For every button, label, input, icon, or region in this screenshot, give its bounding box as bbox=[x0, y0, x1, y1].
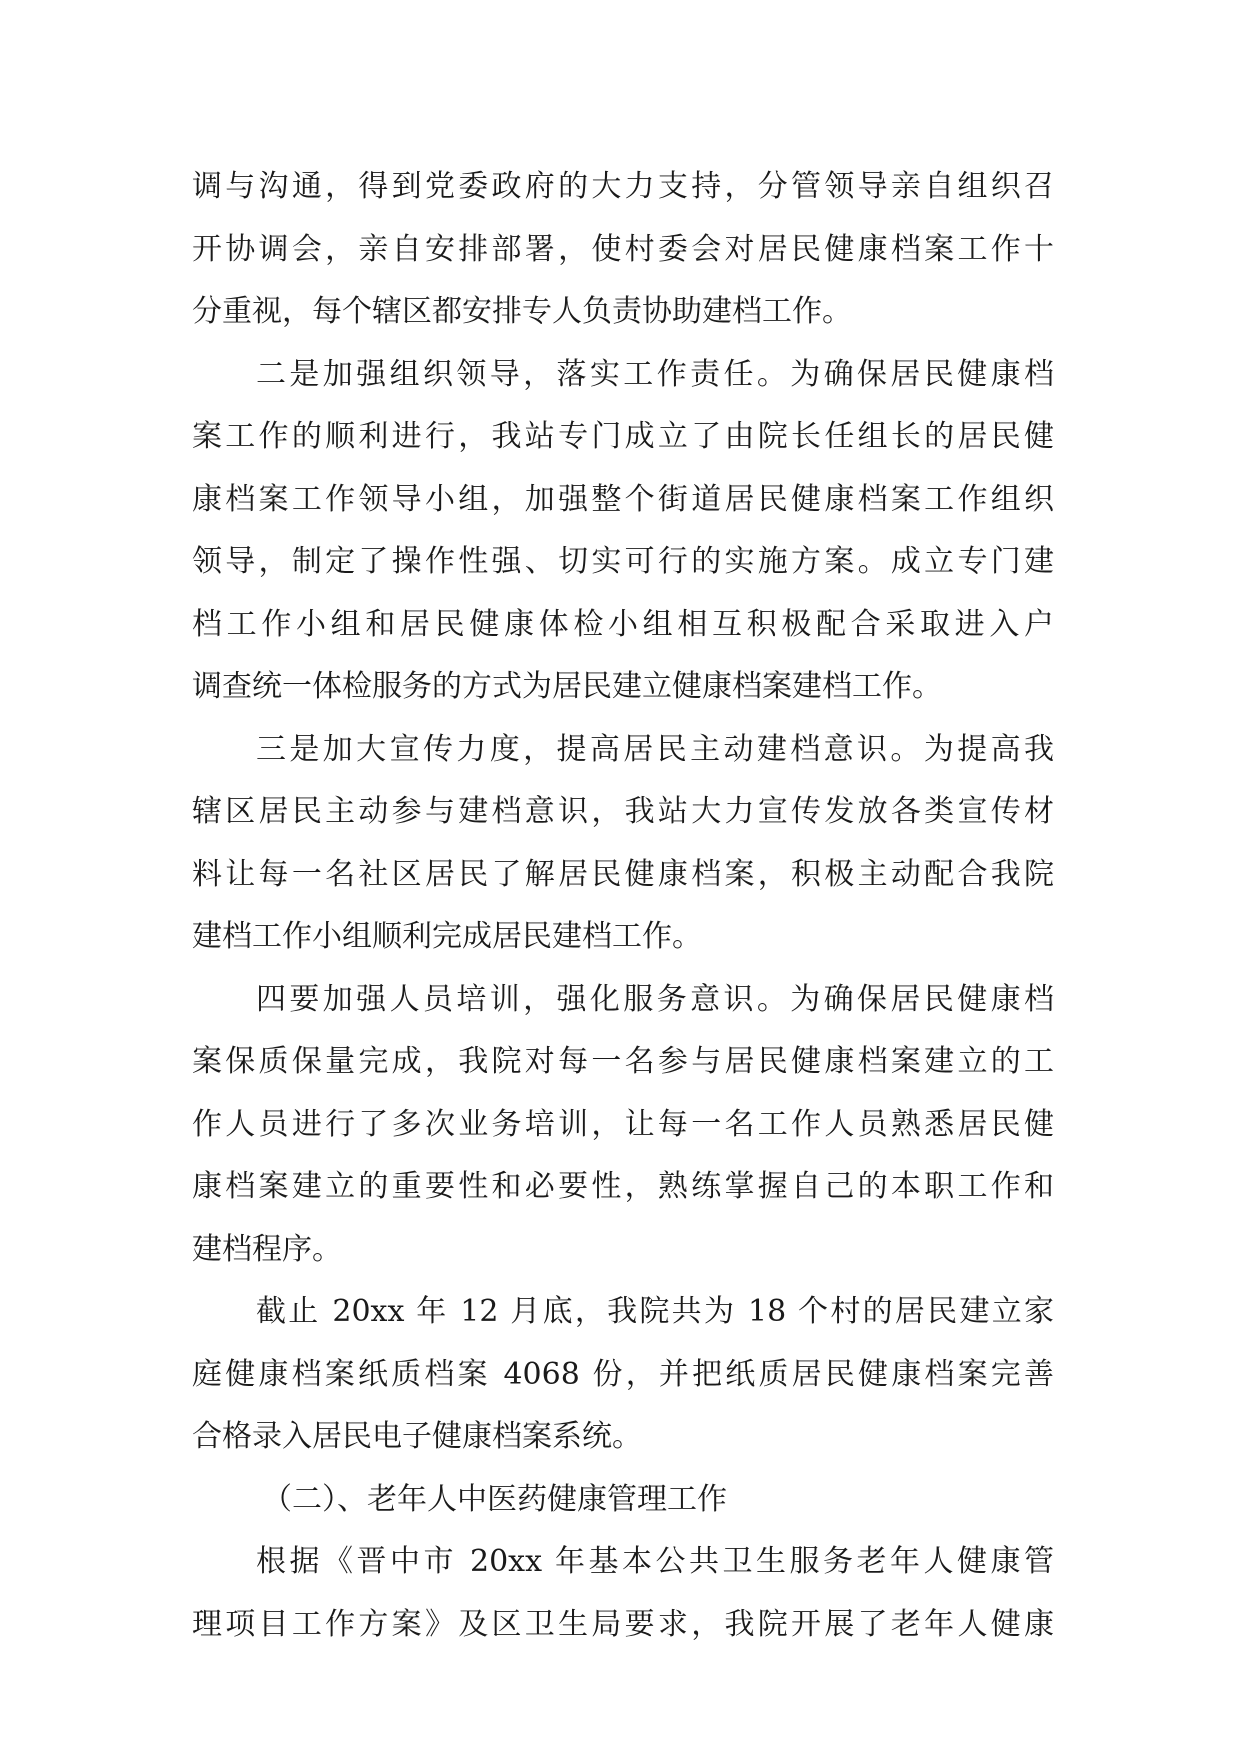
paragraph-start-line: 四要加强人员培训，强化服务意识。为确保居民健康档 bbox=[256, 981, 1054, 1017]
text-line: 档工作小组和居民健康体检小组相互积极配合采取进入户 bbox=[192, 606, 1054, 642]
text-line: 建档程序。 bbox=[192, 1231, 342, 1267]
paragraph-start-line: 根据《晋中市 20xx 年基本公共卫生服务老年人健康管 bbox=[256, 1544, 1054, 1579]
text-line: 辖区居民主动参与建档意识，我站大力宣传发放各类宣传材 bbox=[192, 794, 1054, 829]
text-line: 调与沟通，得到党委政府的大力支持，分管领导亲自组织召 bbox=[192, 169, 1054, 204]
paragraph-start-line: 三是加大宣传力度，提高居民主动建档意识。为提高我 bbox=[256, 731, 1054, 767]
paragraph-start-line: 二是加强组织领导，落实工作责任。为确保居民健康档 bbox=[256, 356, 1054, 392]
text-line: 作人员进行了多次业务培训，让每一名工作人员熟悉居民健 bbox=[192, 1106, 1054, 1142]
text-line: 案工作的顺利进行，我站专门成立了由院长任组长的居民健 bbox=[192, 419, 1054, 454]
text-line: 分重视，每个辖区都安排专人负责协助建档工作。 bbox=[192, 294, 852, 329]
text-line: 领导，制定了操作性强、切实可行的实施方案。成立专门建 bbox=[192, 544, 1054, 579]
text-line: 建档工作小组顺利完成居民建档工作。 bbox=[192, 919, 702, 954]
paragraph-start-line: 截止 20xx 年 12 月底，我院共为 18 个村的居民建立家 bbox=[256, 1294, 1054, 1329]
text-line: 康档案建立的重要性和必要性，熟练掌握自己的本职工作和 bbox=[192, 1169, 1054, 1204]
text-line: 理项目工作方案》及区卫生局要求，我院开展了老年人健康 bbox=[192, 1606, 1054, 1642]
section-heading: （二）、老年人中医药健康管理工作 bbox=[262, 1481, 727, 1517]
text-line: 庭健康档案纸质档案 4068 份，并把纸质居民健康档案完善 bbox=[192, 1356, 1054, 1392]
text-line: 康档案工作领导小组，加强整个街道居民健康档案工作组织 bbox=[192, 481, 1054, 517]
text-line: 合格录入居民电子健康档案系统。 bbox=[192, 1419, 642, 1454]
document-body bbox=[192, 156, 1054, 1656]
text-line: 调查统一体检服务的方式为居民建立健康档案建档工作。 bbox=[192, 669, 942, 704]
text-line: 料让每一名社区居民了解居民健康档案，积极主动配合我院 bbox=[192, 856, 1054, 892]
text-line: 开协调会，亲自安排部署，使村委会对居民健康档案工作十 bbox=[192, 231, 1054, 267]
text-line: 案保质保量完成，我院对每一名参与居民健康档案建立的工 bbox=[192, 1044, 1054, 1079]
